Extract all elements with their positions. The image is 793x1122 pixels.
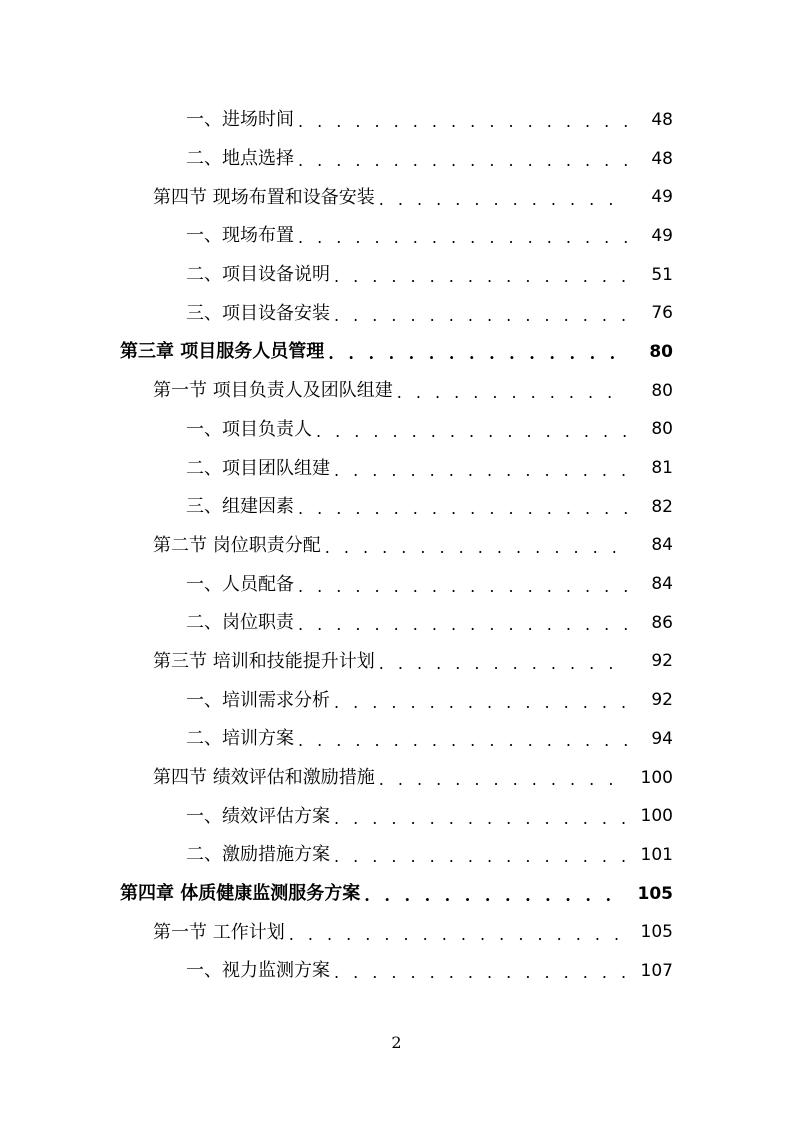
- toc-entry-page-number: 80: [651, 419, 673, 440]
- toc-subsection-entry[interactable]: [0, 797, 793, 836]
- toc-entry-page-number: 81: [651, 458, 673, 479]
- toc-subsection-entry[interactable]: [0, 101, 793, 140]
- dot-leader: [298, 617, 627, 633]
- toc-section-entry[interactable]: [0, 178, 793, 217]
- toc-entry-page-number: 48: [651, 109, 673, 130]
- toc-subsection-entry[interactable]: [0, 836, 793, 875]
- toc-entry-page-number: 101: [640, 844, 673, 865]
- dot-leader: [298, 501, 627, 517]
- toc-subsection-entry[interactable]: [0, 952, 793, 991]
- dot-leader: [334, 269, 627, 285]
- toc-entry-title: 二、岗位职责: [186, 612, 294, 634]
- toc-entry-title: 二、培训方案: [186, 728, 294, 750]
- dot-leader: [298, 230, 627, 246]
- toc-subsection-entry[interactable]: [0, 488, 793, 527]
- toc-entry-title: 二、项目设备说明: [186, 264, 330, 286]
- dot-leader: [364, 888, 627, 904]
- dot-leader: [379, 192, 627, 208]
- toc-section-entry[interactable]: [0, 372, 793, 411]
- dot-leader: [328, 346, 627, 362]
- toc-entry-page-number: 80: [651, 380, 673, 401]
- dot-leader: [298, 733, 627, 749]
- toc-entry-page-number: 48: [651, 148, 673, 169]
- dot-leader: [298, 153, 627, 169]
- toc-entry-title: 二、地点选择: [186, 148, 294, 170]
- toc-entry-page-number: 84: [651, 535, 673, 556]
- toc-entry-title: 一、视力监测方案: [186, 960, 330, 982]
- dot-leader: [334, 811, 627, 827]
- toc-entry-title: 一、人员配备: [186, 573, 294, 595]
- toc-entry-page-number: 80: [649, 341, 673, 362]
- toc-entry-title: 第一节 工作计划: [153, 921, 285, 943]
- toc-entry-page-number: 92: [651, 690, 673, 711]
- toc-subsection-entry[interactable]: [0, 256, 793, 295]
- dot-leader: [316, 424, 627, 440]
- toc-entry-page-number: 105: [637, 883, 673, 904]
- toc-entry-title: 第三章 项目服务人员管理: [120, 341, 325, 363]
- toc-entry-page-number: 84: [651, 574, 673, 595]
- toc-entry-title: 三、组建因素: [186, 496, 294, 518]
- toc-entry-title: 第四节 现场布置和设备安装: [153, 186, 375, 208]
- dot-leader: [298, 579, 627, 595]
- dot-leader: [289, 927, 627, 943]
- toc-entry-page-number: 107: [640, 960, 673, 981]
- toc-subsection-entry[interactable]: [0, 411, 793, 450]
- toc-chapter-entry[interactable]: [0, 333, 793, 372]
- toc-entry-page-number: 105: [640, 922, 673, 943]
- toc-entry-title: 一、项目负责人: [186, 418, 312, 440]
- toc-section-entry[interactable]: [0, 527, 793, 566]
- toc-entry-title: 第一节 项目负责人及团队组建: [153, 380, 393, 402]
- toc-entry-title: 一、进场时间: [186, 109, 294, 131]
- toc-entry-title: 第四章 体质健康监测服务方案: [120, 883, 361, 905]
- toc-entry-page-number: 82: [651, 496, 673, 517]
- toc-entry-title: 第三节 培训和技能提升计划: [153, 650, 375, 672]
- toc-chapter-entry[interactable]: [0, 875, 793, 914]
- dot-leader: [334, 965, 627, 981]
- toc-subsection-entry[interactable]: [0, 140, 793, 179]
- toc-entry-title: 二、项目团队组建: [186, 457, 330, 479]
- toc-entry-page-number: 51: [651, 264, 673, 285]
- toc-entry-title: 一、现场布置: [186, 225, 294, 247]
- toc-subsection-entry[interactable]: [0, 681, 793, 720]
- toc-entry-page-number: 92: [651, 651, 673, 672]
- toc-section-entry[interactable]: [0, 643, 793, 682]
- toc-subsection-entry[interactable]: [0, 720, 793, 759]
- toc-section-entry[interactable]: [0, 913, 793, 952]
- dot-leader: [334, 463, 627, 479]
- dot-leader: [334, 849, 627, 865]
- dot-leader: [379, 772, 627, 788]
- toc-entry-title: 第四节 绩效评估和激励措施: [153, 767, 375, 789]
- toc-entry-title: 三、项目设备安装: [186, 302, 330, 324]
- dot-leader: [379, 656, 627, 672]
- toc-entry-title: 二、激励措施方案: [186, 844, 330, 866]
- toc-entry-page-number: 100: [640, 806, 673, 827]
- dot-leader: [334, 695, 627, 711]
- dot-leader: [397, 385, 627, 401]
- toc-entry-page-number: 94: [651, 728, 673, 749]
- dot-leader: [298, 114, 627, 130]
- table-of-contents: [0, 101, 793, 991]
- toc-entry-page-number: 100: [640, 767, 673, 788]
- toc-subsection-entry[interactable]: [0, 294, 793, 333]
- dot-leader: [334, 308, 627, 324]
- toc-subsection-entry[interactable]: [0, 217, 793, 256]
- toc-entry-page-number: 86: [651, 612, 673, 633]
- toc-entry-page-number: 49: [651, 187, 673, 208]
- toc-entry-title: 第二节 岗位职责分配: [153, 534, 321, 556]
- toc-entry-title: 一、培训需求分析: [186, 689, 330, 711]
- dot-leader: [325, 540, 627, 556]
- toc-entry-page-number: 76: [651, 303, 673, 324]
- toc-section-entry[interactable]: [0, 759, 793, 798]
- toc-subsection-entry[interactable]: [0, 565, 793, 604]
- toc-subsection-entry[interactable]: [0, 604, 793, 643]
- page-number: 2: [391, 1033, 402, 1052]
- toc-entry-page-number: 49: [651, 225, 673, 246]
- toc-subsection-entry[interactable]: [0, 449, 793, 488]
- toc-entry-title: 一、绩效评估方案: [186, 805, 330, 827]
